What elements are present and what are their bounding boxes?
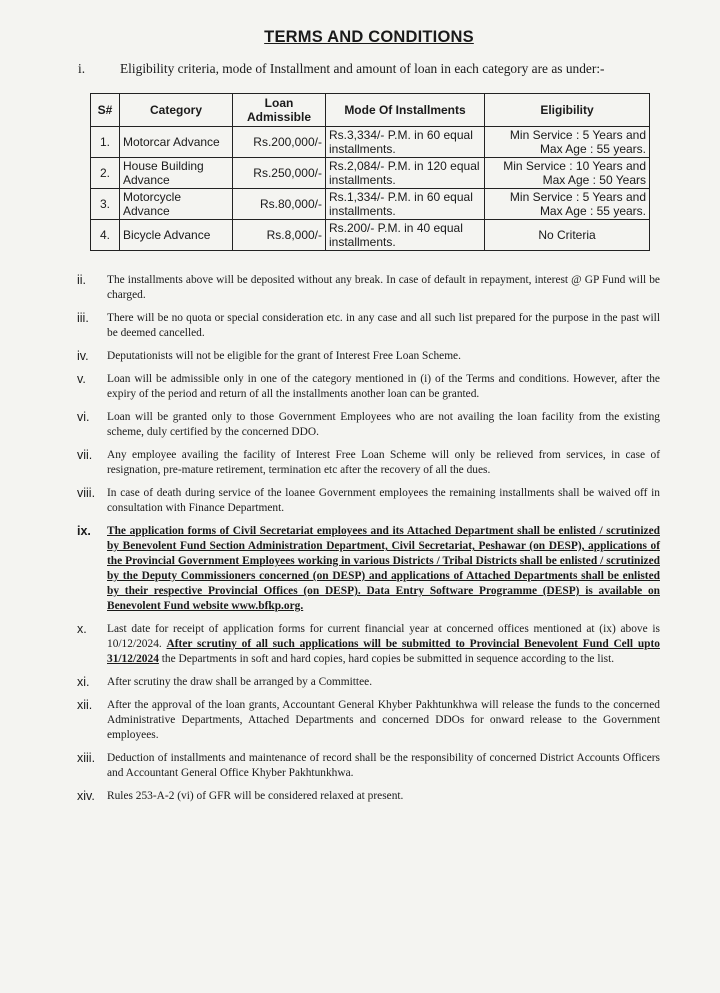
clause-number: v. [77,372,86,386]
list-item [78,372,660,402]
clause-text: After scrutiny the draw shall be arranged by a Committee. [107,676,373,688]
clause-number: ix. [77,524,91,538]
list-item [78,789,660,804]
header-loan-admissible: Loan Admissible [233,94,326,127]
cell-sn: 3. [91,189,120,220]
cell-amount: Rs.200,000/- [233,127,326,158]
cell-sn: 2. [91,158,120,189]
list-item [78,410,660,440]
clause-text: The installments above will be deposited without any break. In case of default in repayment, interest @ GP Fund will be charged. [107,274,660,301]
clause-text: Deputationists will not be eligible for the grant of Interest Free Loan Scheme. [107,350,461,362]
clause-text [107,622,660,667]
list-item [78,675,660,690]
clause-number: xii. [77,698,93,712]
list-item [78,273,660,303]
cell-amount: Rs.80,000/- [233,189,326,220]
clause-text-part: Last date for receipt of application forms for current financial year at concerned offices mentioned at (ix) above is 10/12/2024. [107,623,660,650]
clause-i [78,61,660,77]
cell-mode: Rs.200/- P.M. in 40 equal installments. [326,220,485,251]
clause-number: xi. [77,675,90,689]
cell-category: House Building Advance [120,158,233,189]
header-eligibility: Eligibility [485,94,650,127]
clause-text: Loan will be admissible only in one of the category mentioned in (i) of the Terms and conditions. However, after the expiry of the period and return of all the installments another loan can be granted. [107,373,660,400]
clause-number: iv. [77,349,89,363]
loan-table [90,93,650,251]
list-item [78,448,660,478]
clause-text-part: the Departments in soft and hard copies, hard copies be submitted in sequence according to the list. [161,653,615,665]
table-header-row [91,94,650,127]
clause-text: Any employee availing the facility of Interest Free Loan Scheme will only be relieved from services, in case of resignation, pre-mature retirement, termination etc after the recovery of all the dues. [107,449,660,476]
cell-category: Motorcar Advance [120,127,233,158]
table-row [91,189,650,220]
cell-eligibility: No Criteria [485,220,650,251]
header-mode: Mode Of Installments [326,94,485,127]
list-item [78,524,660,614]
cell-mode: Rs.2,084/- P.M. in 120 equal installments. [326,158,485,189]
clause-text: After the approval of the loan grants, Accountant General Khyber Pakhtunkhwa will release the funds to the concerned Administrative Departments, Attached Departments and concerned DDOs for onward release to the Government employees. [107,699,660,741]
list-item [78,698,660,743]
clause-number: x. [77,622,87,636]
cell-amount: Rs.250,000/- [233,158,326,189]
page-title: TERMS AND CONDITIONS [264,28,474,46]
clause-number: iii. [77,311,89,325]
clause-number: viii. [77,486,96,500]
clause-text-emphasis: After scrutiny of all such applications will be submitted to Provincial Benevolent Fund Cell upto 31/12/2024 [107,638,660,665]
table-row [91,220,650,251]
cell-sn: 4. [91,220,120,251]
cell-eligibility: Min Service : 5 Years and Max Age : 55 years. [485,189,650,220]
clause-number: vii. [77,448,93,462]
clause-text: There will be no quota or special consideration etc. in any case and all such list prepared for the purpose in the past will be deemed cancelled. [107,312,660,339]
list-item [78,349,660,364]
clause-text: Deduction of installments and maintenance of record shall be the responsibility of concerned District Accounts Officers and Accountant General Office Khyber Pakhtunkhwa. [107,752,660,779]
clause-number: xiii. [77,751,96,765]
cell-mode: Rs.3,334/- P.M. in 60 equal installments. [326,127,485,158]
table-row [91,158,650,189]
clause-text: The application forms of Civil Secretariat employees and its Attached Department shall be enlisted / scrutinized by Benevolent Fund Section Administration Department, Civil Secretariat, Peshawar (on DESP), applications of the Provincial Government Employees working in various Districts / Tribal Districts shall be enlisted / scrutinized by the Deputy Commissioners concerned (on DESP) and applications of Attached Departments shall be enlisted by their respective Provincial Offices (on DESP). Data Entry Software Programme (DESP) is available on Benevolent Fund website www.bfkp.org. [107,525,660,612]
clause-text: Loan will be granted only to those Government Employees who are not availing the loan facility from the existing scheme, duly certified by the concerned DDO. [107,411,660,438]
cell-eligibility: Min Service : 10 Years and Max Age : 50 Years [485,158,650,189]
header-category: Category [120,94,233,127]
cell-amount: Rs.8,000/- [233,220,326,251]
clause-number: xiv. [77,789,95,803]
list-item [78,751,660,781]
clause-number: i. [78,61,86,76]
clause-number: ii. [77,273,87,287]
list-item [78,311,660,341]
clause-number: vi. [77,410,90,424]
terms-list [78,273,660,804]
cell-category: Motorcycle Advance [120,189,233,220]
clause-text: Rules 253-A-2 (vi) of GFR will be considered relaxed at present. [107,790,404,802]
cell-sn: 1. [91,127,120,158]
header-sn: S# [91,94,120,127]
cell-category: Bicycle Advance [120,220,233,251]
clause-text: Eligibility criteria, mode of Installment and amount of loan in each category are as under:- [120,61,605,76]
list-item [78,622,660,667]
list-item [78,486,660,516]
cell-mode: Rs.1,334/- P.M. in 60 equal installments. [326,189,485,220]
cell-eligibility: Min Service : 5 Years and Max Age : 55 years. [485,127,650,158]
clause-text: In case of death during service of the loanee Government employees the remaining installments shall be waived off in consultation with Finance Department. [107,487,660,514]
table-row [91,127,650,158]
